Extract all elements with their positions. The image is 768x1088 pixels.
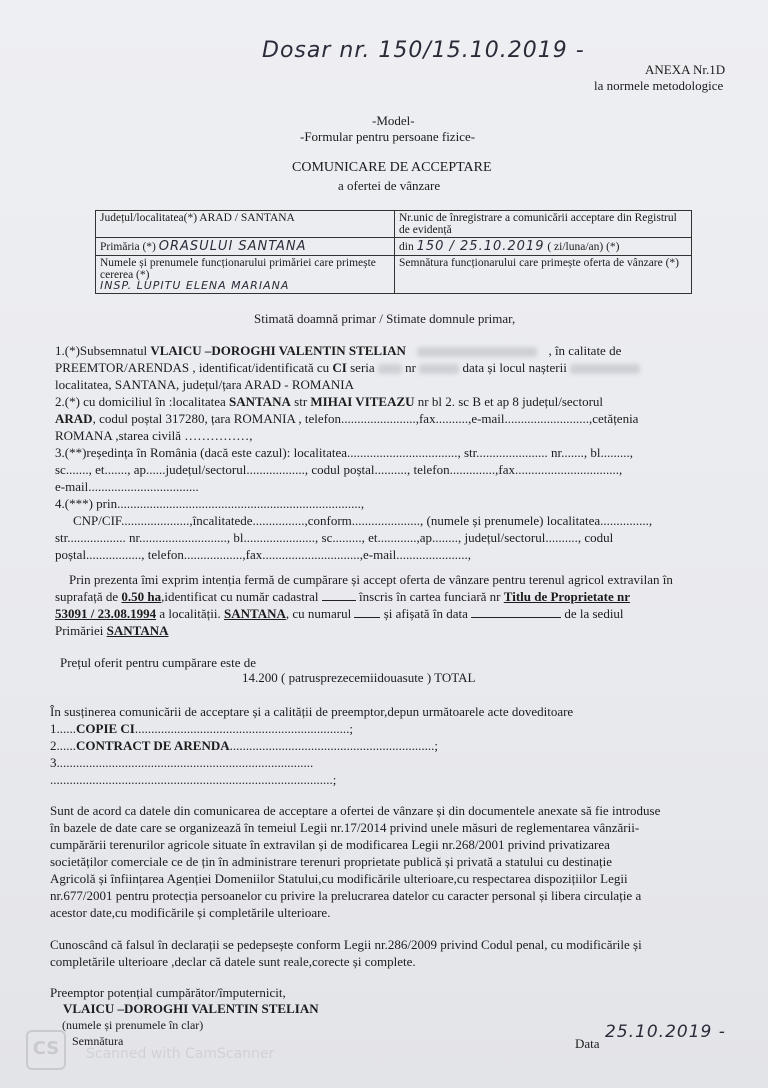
- registration-box: [95, 210, 692, 294]
- date-handwritten: 25.10.2019 -: [605, 1022, 726, 1042]
- signer-name: VLAICU –DOROGHI VALENTIN STELIAN: [63, 1001, 319, 1016]
- functionar-handwritten: INSP. LUPITU ELENA MARIANA: [100, 279, 290, 292]
- din-handwritten: 150 / 25.10.2019: [416, 239, 545, 254]
- functionar-cell: Numele și prenumele funcționarului primăriei care primește cererea (*) INSP. LUPITU ELENA MARIANA: [96, 256, 395, 294]
- date-label: Data: [575, 1036, 600, 1051]
- camscanner-watermark: Scanned with CamScanner: [86, 1046, 275, 1062]
- judet-cell: Județul/localitatea(*) ARAD / SANTANA: [96, 211, 395, 238]
- greeting: Stimată doamnă primar / Stimate domnule primar,: [254, 311, 516, 326]
- document-subtitle: a ofertei de vânzare: [338, 178, 441, 193]
- camscanner-logo: CS: [26, 1030, 66, 1070]
- personal-data-section: 1.(*)Subsemnatul VLAICU –DOROGHI VALENTIN STELIAN , în calitate de PREEMTOR/ARENDAS , identificat/identificată cu CI seria nr data și locul nașterii localitatea, SANTANA, județul/țara ARAD - ROMANIA 2.(*) cu domiciliul în :localitatea SANTANA str MIHAI VITEAZU nr bl 2. sc B et ap 8 județul/sectorul ARAD, codul poștal 317280, țara ROMANIA , telefon.......................,fax..........,e-mail..........................,cetățenia ROMANA ,starea civilă ……………, 3.(**)reședința în România (dacă este cazul): localitatea.................................., str...................... nr......., bl........., sc......., et......., ap......județul/sectorul.................., codul poștal.........., telefon..............,fax................................, e-mail.................................. 4.(***) prin..........................................................................., CNP/CIF.....................,încalitatede................,conform....................., (numele și prenumele) localitatea..............., str.................. nr..........................., bl......................, sc........., et............,ap........, județul/sectorul.........., codul poștal................., telefon..................,fax..............................,e-mail......................,: [55, 343, 653, 562]
- redacted-series: [378, 364, 402, 374]
- annex-number: ANEXA Nr.1D: [645, 62, 726, 77]
- declaration-section: Cunoscând că falsul în declarații se pedepsește conform Legii nr.286/2009 privind Codul penal, cu modificările și completările ulterioare ,declar că datele sunt reale,corecte și complete.: [50, 937, 642, 969]
- offer-section: Prin prezenta îmi exprim intenția fermă de cumpărare și accept oferta de vânzare pentru terenul agricol extravilan în suprafață de 0.50 ha,identificat cu număr cadastral înscris în cartea funciară nr Titlu de Proprietate nr 53091 / 23.08.1994 a localității. SANTANA, cu numarul și afișată în data de la sediul Primăriei SANTANA: [55, 572, 673, 638]
- signer-role: Preemptor potențial cumpărător/împuternicit,: [50, 985, 286, 1000]
- primaria-cell: Primăria (*) ORASULUI SANTANA: [96, 238, 395, 256]
- redacted-number: [419, 364, 459, 374]
- semnatura-cell: Semnătura funcționarului care primește oferta de vânzare (*): [395, 256, 692, 294]
- doc-contract-arenda: CONTRACT DE ARENDA: [76, 738, 230, 753]
- annex-subtitle: la normele metodologice: [594, 78, 724, 93]
- dosar-handwritten: Dosar nr. 150/15.10.2019 -: [262, 38, 585, 63]
- signature-label: Semnătura: [72, 1034, 124, 1048]
- applicant-name: VLAICU –DOROGHI VALENTIN STELIAN: [150, 343, 406, 358]
- nr-unic-cell: Nr.unic de înregistrare a comunicării acceptare din Registrul de evidență: [395, 211, 692, 238]
- form-type: -Formular pentru persoane fizice-: [300, 129, 476, 144]
- document-title: COMUNICARE DE ACCEPTARE: [292, 160, 492, 175]
- price-label: Prețul oferit pentru cumpărare este de: [60, 655, 256, 670]
- price-value: 14.200 ( patrusprezecemiidouasute ) TOTAL: [242, 670, 476, 685]
- redacted-cnp: [417, 347, 537, 357]
- consent-section: Sunt de acord ca datele din comunicarea de acceptare a ofertei de vânzare și din documentele anexate să fie introduse în bazele de date care se organizează în temeiul Legii nr.17/2014 privind unele măsuri de reglementarea vânzării- cumpărării terenurilor agricole situate în extravilan și de modificarea Legii nr.268/2001 privind privatizarea societăților comerciale ce de țin în administrare terenuri proprietate publică și privată a statului cu destinație Agricolă și înființarea Agenției Domeniilor Statului,cu modificările ulterioare,cu respectarea dispozițiilor Legii nr.677/2001 pentru protecția persoanelor cu privire la prelucrarea datelor cu caracter personal și libera circulație a acestor date,cu modificările și completările ulterioare.: [50, 803, 661, 920]
- din-cell: din 150 / 25.10.2019 ( zi/luna/an) (*): [395, 238, 692, 256]
- model-label: -Model-: [372, 113, 415, 128]
- redacted-birth: [570, 364, 640, 374]
- name-in-clear: (numele și prenumele în clar): [62, 1018, 204, 1032]
- documents-section: În susținerea comunicării de acceptare și a calității de preemptor,depun următoarele acte doveditoare 1......COPIE CI..................................................................; 2......CONTRACT DE ARENDA...............................................................; 3............................................................................... .......................................................................................;: [50, 704, 574, 787]
- primaria-handwritten: ORASULUI SANTANA: [158, 239, 307, 254]
- doc-copie-ci: COPIE CI: [76, 721, 135, 736]
